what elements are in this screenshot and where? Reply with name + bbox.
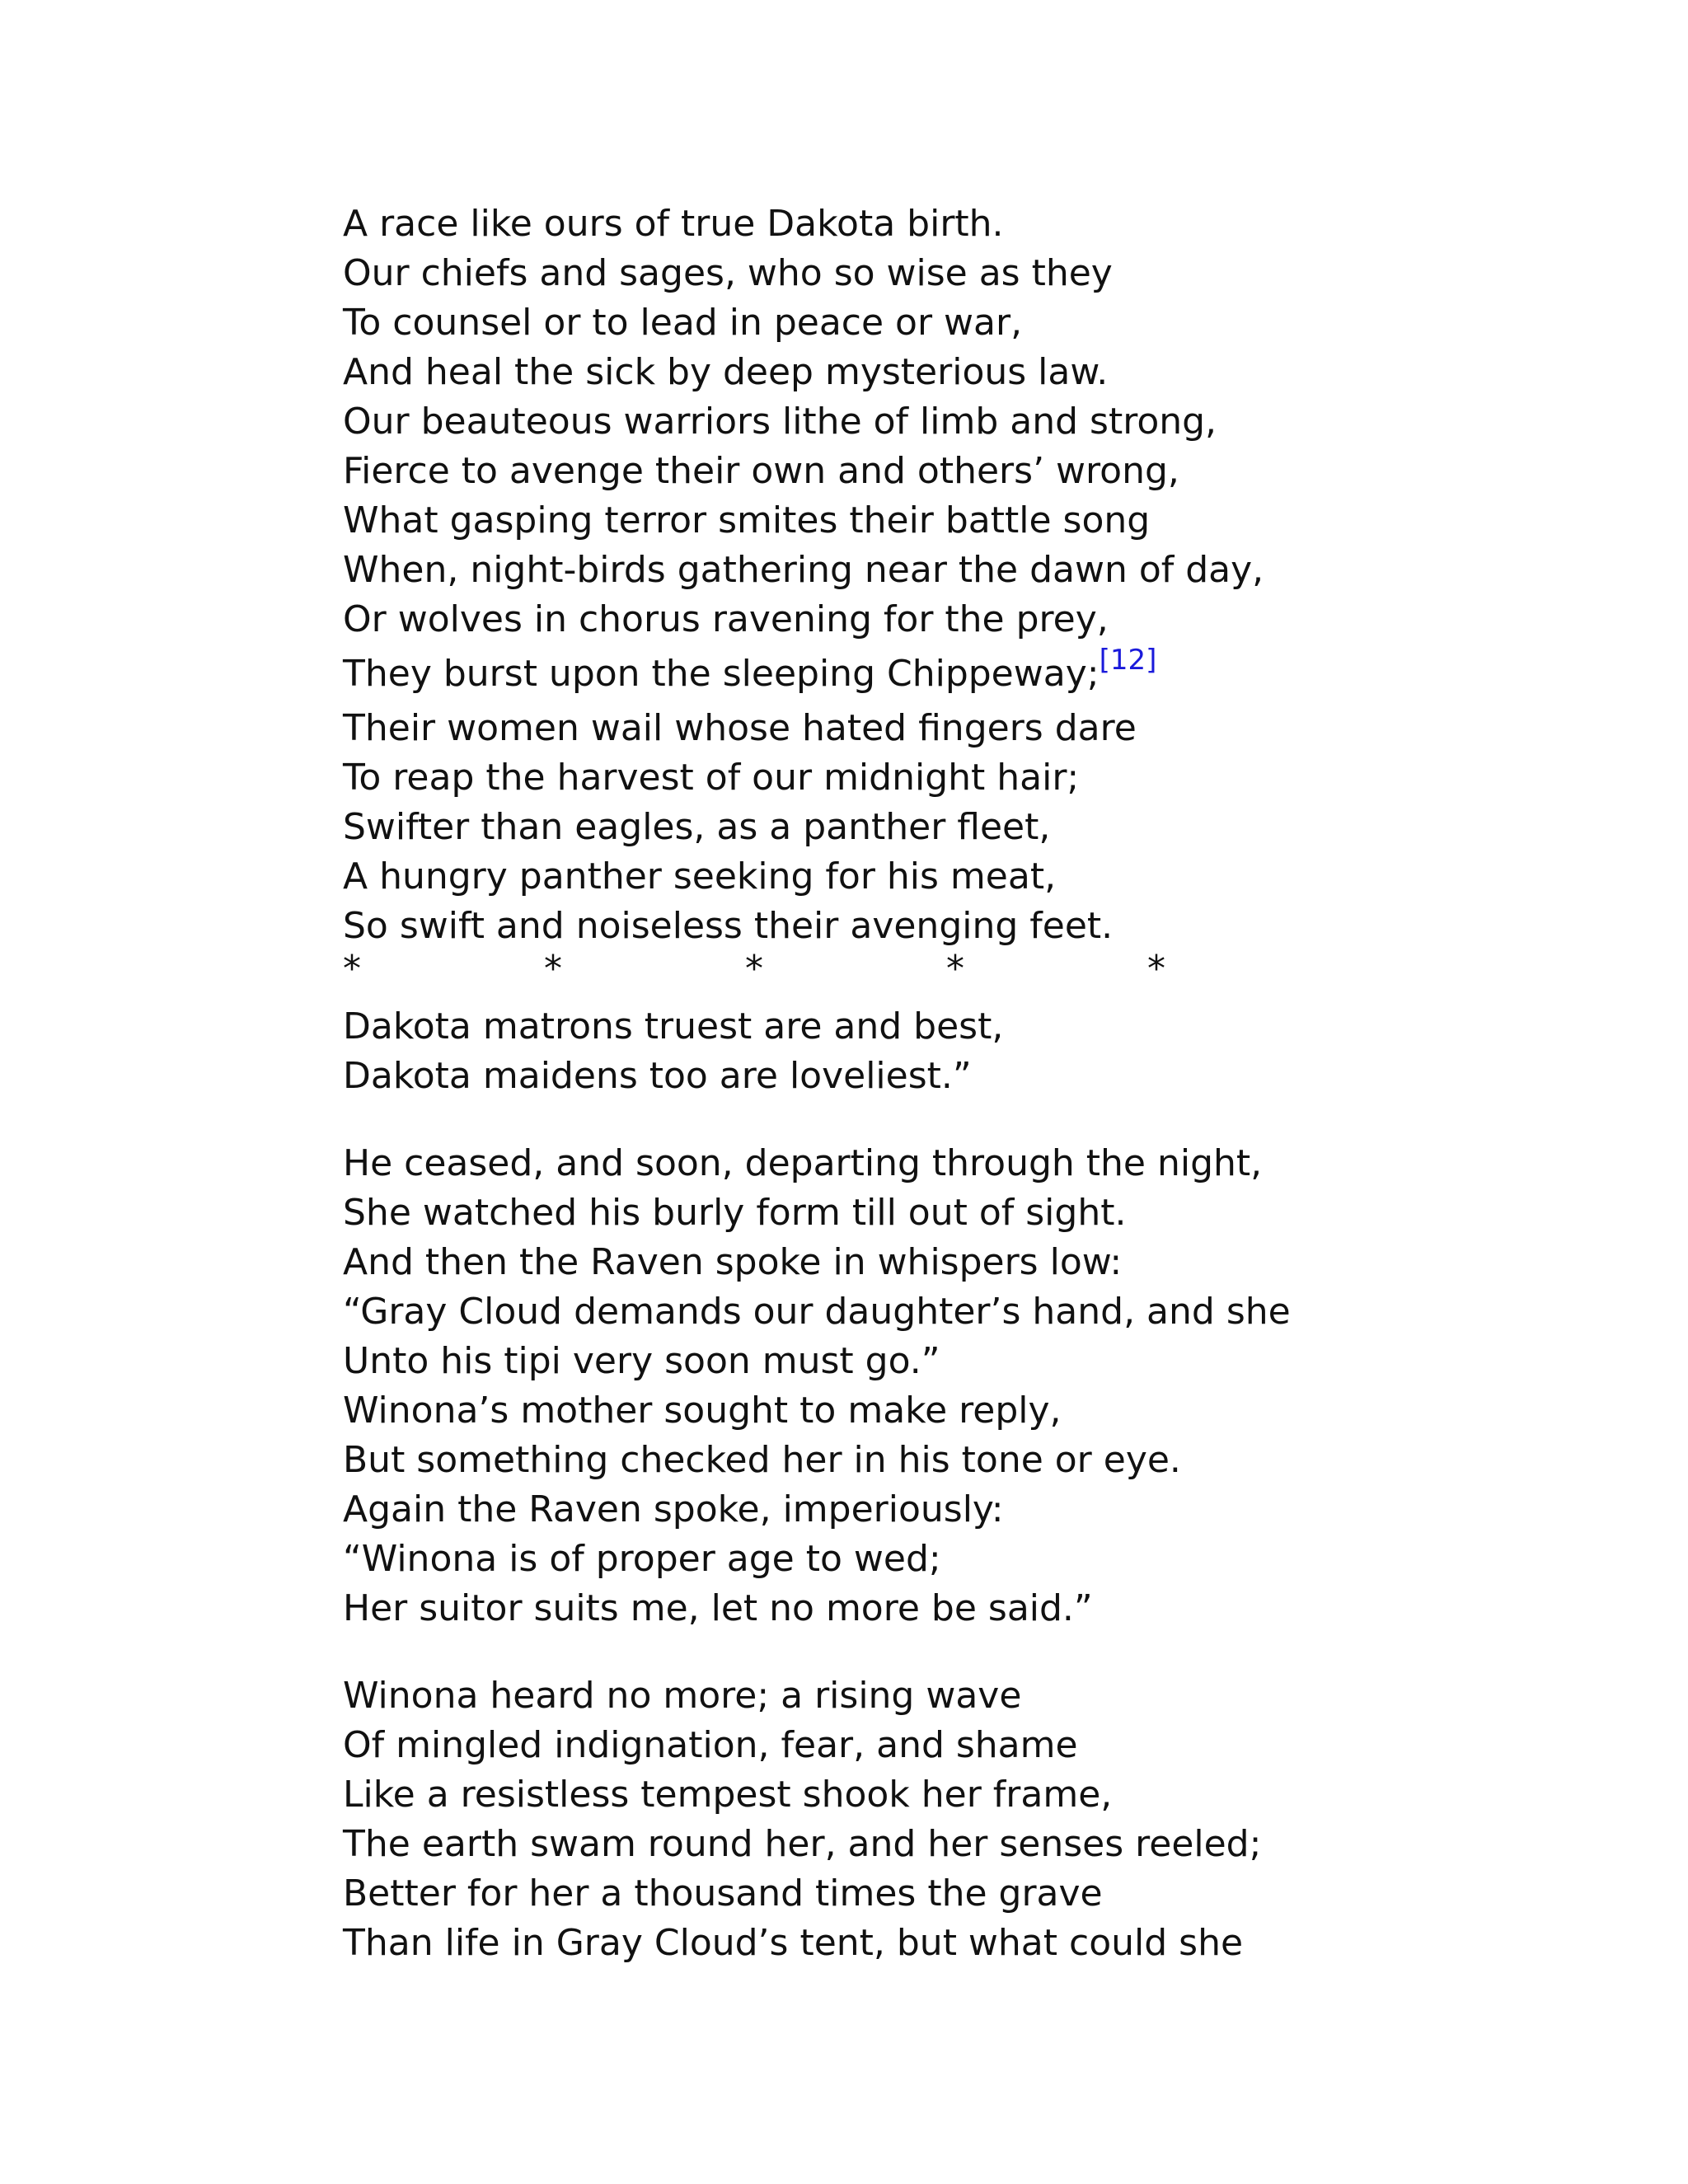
poem-line: Dakota matrons truest are and best, xyxy=(343,1005,1004,1047)
poem-line: Or wolves in chorus ravening for the prey, xyxy=(343,598,1109,640)
poem-line: Again the Raven spoke, imperiously: xyxy=(343,1488,1004,1530)
poem-line: Winona’s mother sought to make reply, xyxy=(343,1390,1062,1432)
poem-line-with-footnote xyxy=(343,644,1629,704)
asterisk: * xyxy=(343,948,361,990)
poem-line: To counsel or to lead in peace or war, xyxy=(343,302,1023,344)
poem-line-text: They burst upon the sleeping Chippeway; xyxy=(343,653,1100,695)
poem-line: Unto his tipi very soon must go.” xyxy=(343,1340,940,1382)
poem-line: A hungry panther seeking for his meat, xyxy=(343,855,1057,898)
poem-line: Winona heard no more; a rising wave xyxy=(343,1675,1022,1717)
footnote-link[interactable]: [12] xyxy=(1099,644,1157,677)
poem-line: “Gray Cloud demands our daughter’s hand, and she xyxy=(343,1291,1291,1333)
stanza-1 xyxy=(343,199,1629,1101)
section-break-asterisks xyxy=(343,949,1629,989)
poem-line: Her suitor suits me, let no more be said.” xyxy=(343,1587,1093,1629)
asterisk: * xyxy=(946,948,964,990)
poem-line: What gasping terror smites their battle song xyxy=(343,499,1151,541)
poem-line: Better for her a thousand times the grave xyxy=(343,1872,1103,1915)
poem-line: Than life in Gray Cloud’s tent, but what could she xyxy=(343,1922,1244,1964)
poem-line: Their women wail whose hated fingers dare xyxy=(343,707,1137,749)
poem-line: A race like ours of true Dakota birth. xyxy=(343,203,1004,245)
poem-line: And heal the sick by deep mysterious law. xyxy=(343,351,1109,393)
stanza-3 xyxy=(343,1671,1629,1968)
poem-line: Our chiefs and sages, who so wise as they xyxy=(343,252,1113,294)
poem-line: Of mingled indignation, fear, and shame xyxy=(343,1724,1078,1766)
poem-line: To reap the harvest of our midnight hair; xyxy=(343,757,1080,799)
poem-line: Dakota maidens too are loveliest.” xyxy=(343,1055,972,1097)
poem-line: Our beauteous warriors lithe of limb and strong, xyxy=(343,401,1217,443)
poem-line: “Winona is of proper age to wed; xyxy=(343,1538,941,1580)
poem-line: Fierce to avenge their own and others’ wrong, xyxy=(343,450,1179,492)
poem-line: And then the Raven spoke in whispers low: xyxy=(343,1241,1123,1283)
asterisk: * xyxy=(745,948,763,990)
poem-line: Swifter than eagles, as a panther fleet, xyxy=(343,806,1051,848)
poem-line: Like a resistless tempest shook her frame, xyxy=(343,1774,1113,1816)
poem-line: So swift and noiseless their avenging feet. xyxy=(343,905,1114,947)
asterisk: * xyxy=(544,948,562,990)
poem-line: But something checked her in his tone or eye. xyxy=(343,1439,1181,1481)
poem-line: When, night-birds gathering near the dawn of day, xyxy=(343,549,1264,591)
poem-line: She watched his burly form till out of sight. xyxy=(343,1192,1127,1234)
stanza-2 xyxy=(343,1139,1629,1633)
poem-line: He ceased, and soon, departing through the night, xyxy=(343,1142,1263,1184)
poem-text xyxy=(343,199,1629,1968)
poem-line: The earth swam round her, and her senses reeled; xyxy=(343,1823,1262,1865)
asterisk: * xyxy=(1147,948,1165,990)
